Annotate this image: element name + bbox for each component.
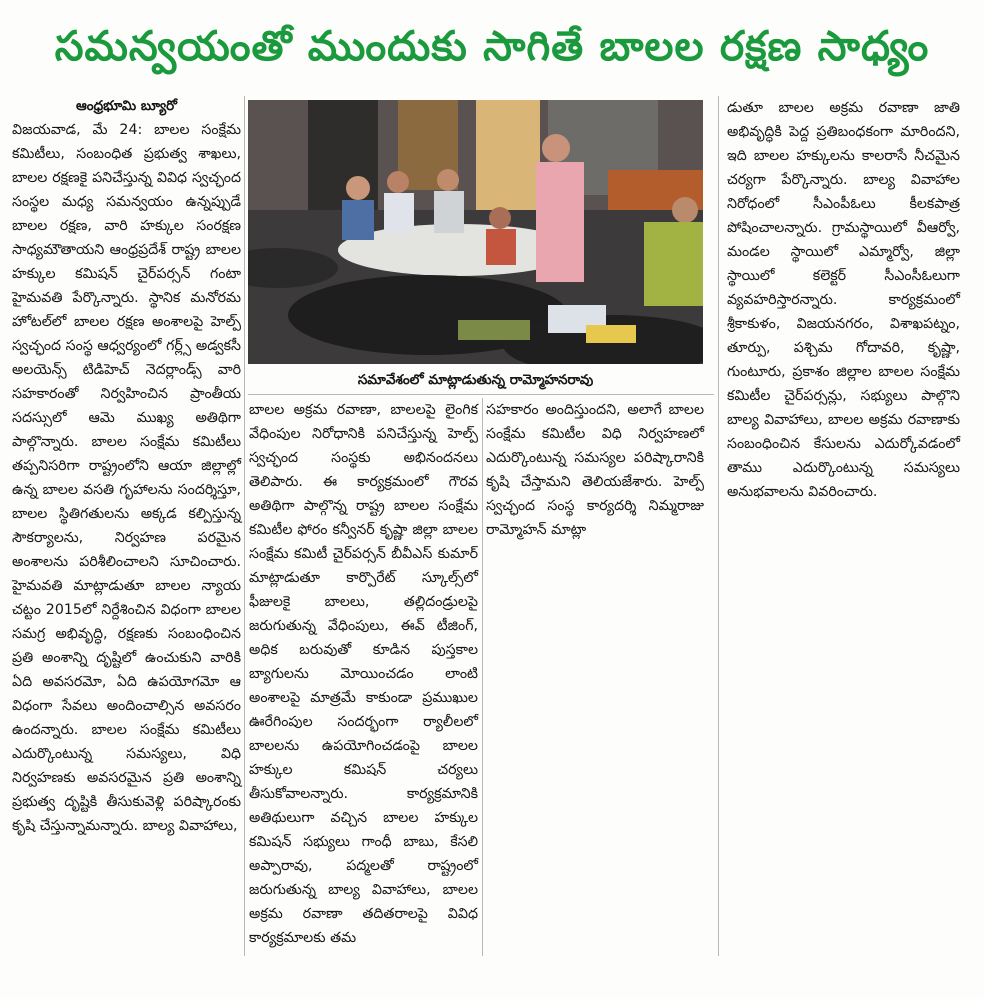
meeting-photo-illustration [248,100,703,364]
article-column-1 [12,96,241,838]
article-column-2 [249,398,478,950]
column-1-text: విజయవాడ, మే 24: బాలల సంక్షేమ కమిటీలు, సంబంధిత ప్రభుత్వ శాఖలు, బాలల రక్షణకై పనిచేస్తున్న వివిధ స్వచ్ఛంద సంస్థల మధ్య సమన్వయం ఉన్నప్పుడే బాలల రక్షణ, వారి హక్కుల సంరక్షణ సాధ్యమౌతాయని ఆంధ్రప్రదేశ్ రాష్ట్ర బాలల హక్కుల కమిషన్ చైర్‌పర్సన్ గంటా హైమవతి పేర్కొన్నారు. స్థానిక మనోరమ హోటల్‌లో బాలల రక్షణ అంశాలపై హెల్ప్ స్వచ్ఛంద సంస్థ ఆధ్వర్యంలో గర్ల్స్ అడ్వకసీ అలయెన్స్ టిడిహెచ్ నెదర్లాండ్స్ వారి సహకారంతో నిర్వహించిన ప్రాంతీయ సదస్సులో ఆమె ముఖ్య అతిథిగా పాల్గొన్నారు. బాలల సంక్షేమ కమిటీలు తప్పనిసరిగా రాష్ట్రంలోని ఆయా జిల్లాల్లో ఉన్న బాలల వసతి గృహాలను సందర్శిస్తూ, బాలల స్థితిగతులను అక్కడ కల్పిస్తున్న సౌకర్యాలను, నిర్వహణ పరమైన అంశాలను పరిశీలించాలని సూచించారు. హైమవతి మాట్లాడుతూ బాలల న్యాయ చట్టం 2015లో నిర్దేశించిన విధంగా బాలల సమగ్ర అభివృద్ధి, రక్షణకు సంబంధించిన ప్రతి అంశాన్ని దృష్టిలో ఉంచుకుని వారికి ఏది అవసరమో, ఏది ఉపయోగమో ఆ విధంగా సేవలు అందించాల్సిన అవసరం ఉందన్నారు. బాలల సంక్షేమ కమిటీలు ఎదుర్కొంటున్న సమస్యలు, విధి నిర్వహణకు అవసరమైన ప్రతి అంశాన్ని ప్రభుత్వ దృష్టికి తీసుకువెళ్లి పరిష్కారంకు కృషి చేస్తున్నామన్నారు. బాల్య వివాహాలు, [12,122,241,834]
photo-caption: సమావేశంలో మాట్లాడుతున్న రామ్మోహనరావు [357,372,594,388]
column-divider [482,398,483,956]
headline: సమన్వయంతో ముందుకు సాగితే బాలల రక్షణ సాధ్యం [54,22,930,70]
caption-rule [248,394,714,395]
byline: ఆంధ్రభూమి బ్యూరో [75,98,178,114]
meeting-photo [248,100,703,364]
column-4-text: డుతూ బాలల అక్రమ రవాణా జాతి అభివృద్ధికి పెద్ద ప్రతిబంధకంగా మారిందని, ఇది బాలల హక్కులను కాలరాసే నీచమైన చర్యగా పేర్కొన్నారు. బాల్య వివాహాల నిరోధంలో సీఎంపీఓలు కీలకపాత్ర పోషించాలన్నారు. గ్రామస్థాయిలో వీఆర్వో, మండల స్థాయిలో ఎమ్మార్వో, జిల్లా స్థాయిలో కలెక్టర్ సీఎంసీఓలుగా వ్యవహరిస్తారన్నారు. కార్యక్రమంలో శ్రీకాకుళం, విజయనగరం, విశాఖపట్నం, తూర్పు, పశ్చిమ గోదావరి, కృష్ణా, గుంటూరు, ప్రకాశం జిల్లాల బాలల సంక్షేమ కమిటీల చైర్‌పర్సన్లు, సభ్యులు పాల్గొని బాల్య వివాహాలు, బాలల అక్రమ రవాణాకు సంబంధించిన కేసులను ఎదుర్కోవడంలో తాము ఎదుర్కొంటున్న సమస్యలు అనుభవాలను వివరించారు. [727,100,960,500]
column-divider [718,96,719,956]
column-3-text: సహకారం అందిస్తుందని, అలాగే బాలల సంక్షేమ కమిటీల విధి నిర్వహణలో ఎదుర్కొంటున్న సమస్యల పరిష్కారానికి కృషి చేస్తామని తెలియజేశారు. హెల్ప్ స్వచ్ఛంద సంస్థ కార్యదర్శి నిమ్మరాజు రామ్మోహన్ మాట్లా [486,402,704,538]
column-divider [244,96,245,956]
article-column-4 [727,96,960,504]
column-2-text: బాలల అక్రమ రవాణా, బాలలపై లైంగిక వేధింపుల నిరోధానికి పనిచేస్తున్న హెల్ప్ స్వచ్ఛంద సంస్థకు అభినందనలు తెలిపారు. ఈ కార్యక్రమంలో గౌరవ అతిథిగా పాల్గొన్న రాష్ట్ర బాలల సంక్షేమ కమిటీల ఫోరం కన్వీనర్ కృష్ణా జిల్లా బాలల సంక్షేమ కమిటీ చైర్‌పర్సన్ బీవీఎస్ కుమార్ మాట్లాడుతూ కార్పొరేట్ స్కూల్స్‌లో ఫీజులకై బాలలు, తల్లిదండ్రులపై జరుగుతున్న వేధింపులు, ఈవ్ టీజింగ్, అధిక బరువుతో కూడిన పుస్తకాల బ్యాగులను మోయించడం లాంటి అంశాలపై మాత్రమే కాకుండా ప్రముఖుల ఊరేగింపుల సందర్భంగా ర్యాలీలలో బాలలను ఉపయోగించడంపై బాలల హక్కుల కమిషన్ చర్యలు తీసుకోవాలన్నారు. కార్యక్రమానికి అతిథులుగా వచ్చిన బాలల హక్కుల కమిషన్ సభ్యులు గాంధీ బాబు, కేసలి అప్పారావు, పద్మలతో రాష్ట్రంలో జరుగుతున్న బాల్య వివాహాలు, బాలల అక్రమ రవాణా తదితరాలపై వివిధ కార్యక్రమాలకు తమ [249,402,478,946]
article-column-3 [486,398,704,542]
